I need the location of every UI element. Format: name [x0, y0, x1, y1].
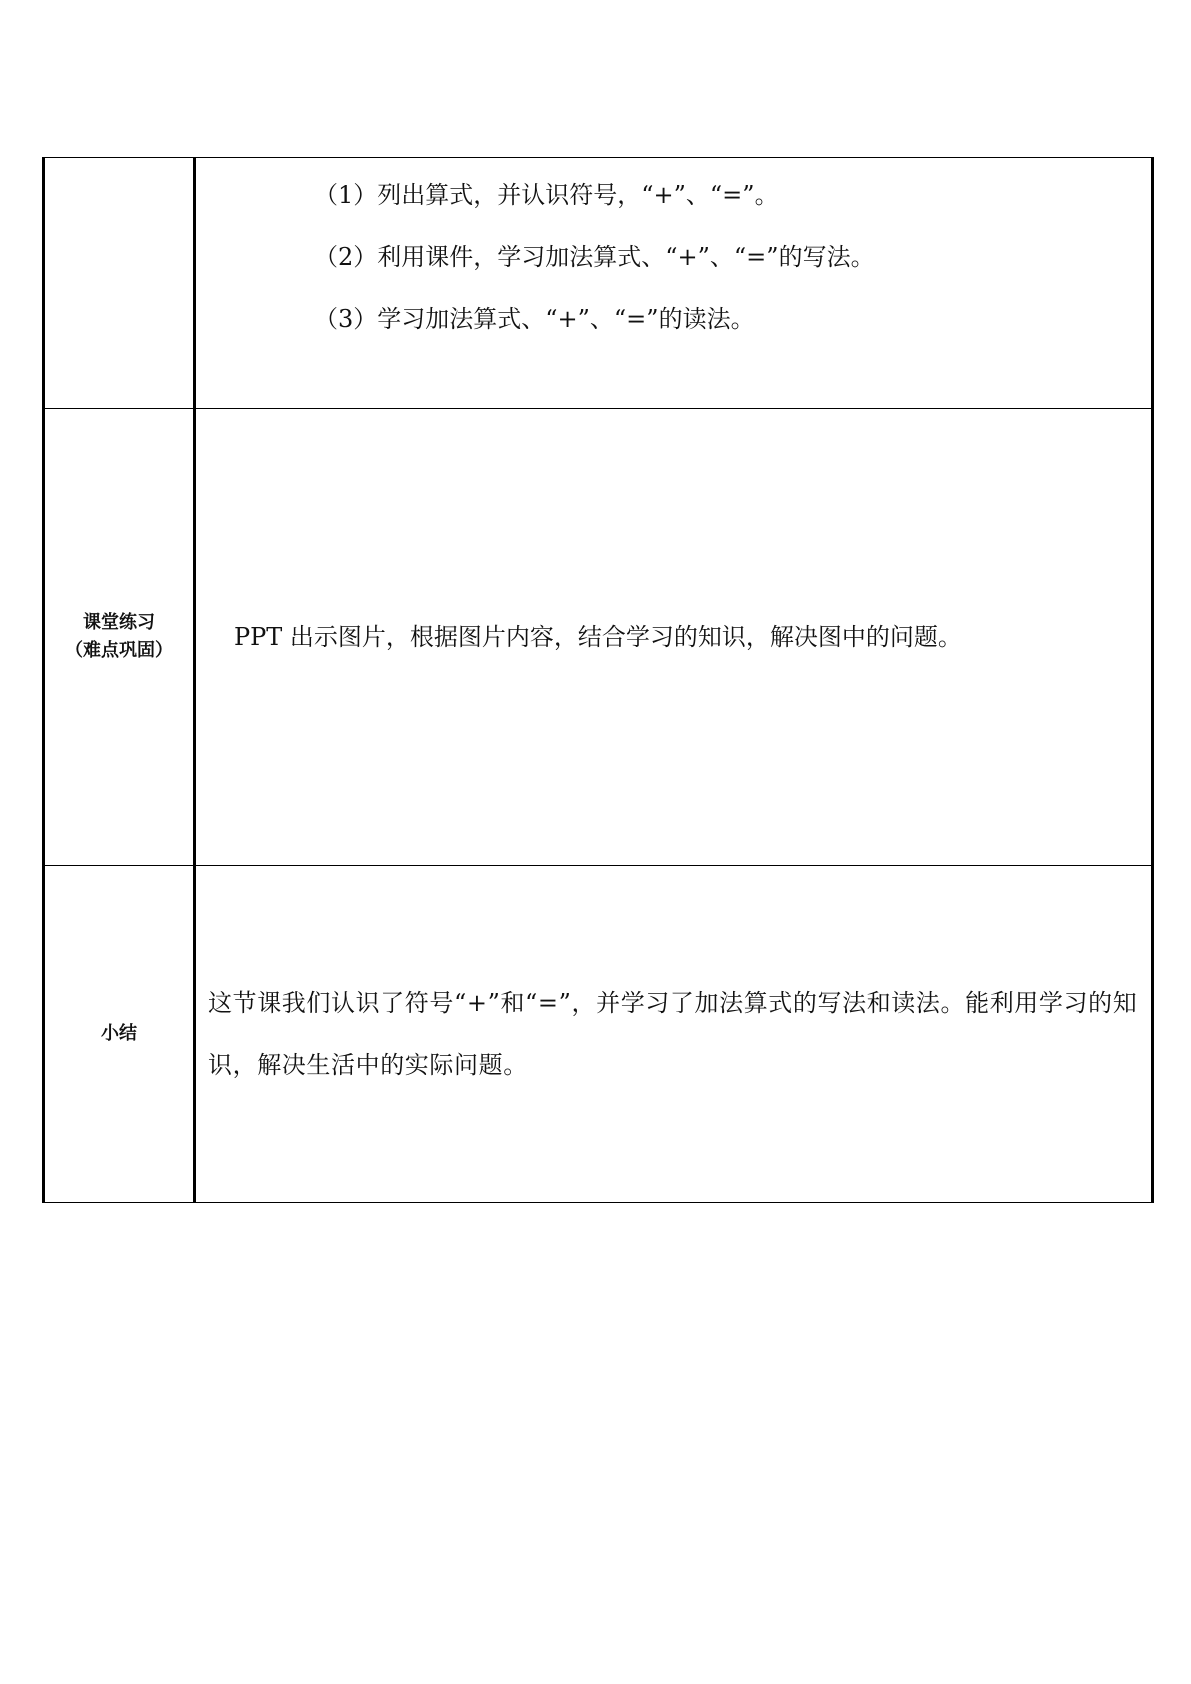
practice-cell	[195, 409, 1153, 866]
steps-cell	[195, 158, 1153, 409]
table-row-practice	[44, 409, 1153, 866]
steps-list	[196, 158, 1151, 350]
practice-label-line1: 课堂练习	[83, 612, 155, 633]
step-item-1: （1）列出算式，并认识符号，“+”、“=”。	[314, 181, 779, 209]
row-label-empty	[44, 158, 195, 409]
row-label-summary: 小结	[44, 866, 195, 1203]
practice-label-line2: （难点巩固）	[65, 640, 173, 661]
practice-text: PPT 出示图片，根据图片内容，结合学习的知识，解决图中的问题。	[234, 623, 962, 651]
summary-text: 这节课我们认识了符号“+”和“=”，并学习了加法算式的写法和读法。能利用学习的知识，解决生活中的实际问题。	[208, 989, 1138, 1079]
table-row-steps	[44, 158, 1153, 409]
table-row-summary	[44, 866, 1153, 1203]
summary-cell	[195, 866, 1153, 1203]
row-label-practice	[44, 409, 195, 866]
lesson-plan-table	[42, 157, 1154, 1203]
step-item-3: （3）学习加法算式、“+”、“=”的读法。	[314, 305, 755, 333]
step-item-2: （2）利用课件，学习加法算式、“+”、“=”的写法。	[314, 243, 875, 271]
